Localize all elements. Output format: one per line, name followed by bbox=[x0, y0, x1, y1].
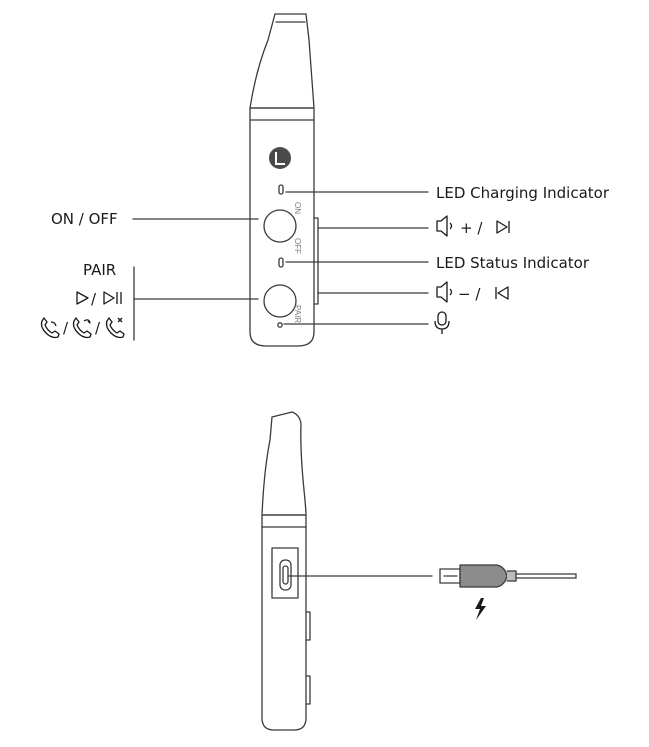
previous-track-icon bbox=[496, 287, 508, 299]
pair-button[interactable] bbox=[264, 285, 296, 317]
micro-usb-port bbox=[280, 560, 291, 590]
play-pause-icon bbox=[104, 292, 121, 304]
logo-l-icon bbox=[269, 147, 291, 169]
on-label: ON bbox=[293, 202, 302, 214]
device-front bbox=[250, 14, 318, 346]
on-off-button[interactable] bbox=[264, 210, 296, 242]
off-label: OFF bbox=[293, 238, 302, 254]
pair-label: PAIR bbox=[83, 261, 117, 279]
microphone-icon bbox=[435, 312, 449, 334]
call-separator-1: / bbox=[63, 319, 69, 337]
play-icon bbox=[77, 292, 88, 304]
side-neck bbox=[262, 412, 306, 515]
speaker-icon bbox=[437, 282, 452, 302]
speaker-icon bbox=[437, 216, 452, 236]
usb-cable-icon bbox=[440, 565, 576, 587]
play-pause-separator: / bbox=[91, 290, 97, 308]
call-separator-2: / bbox=[95, 319, 101, 337]
led-status-dot bbox=[279, 258, 283, 267]
volume-down-label: − / bbox=[458, 285, 481, 303]
volume-up-label: + / bbox=[460, 219, 483, 237]
callout-lines bbox=[133, 192, 428, 340]
reject-call-icon bbox=[107, 318, 125, 338]
lightning-icon bbox=[475, 598, 486, 620]
micro-usb-inner bbox=[283, 566, 288, 584]
led-charging-dot bbox=[279, 185, 283, 194]
answer-call-icon bbox=[42, 318, 60, 338]
device-body bbox=[250, 108, 314, 346]
redial-icon bbox=[74, 318, 92, 338]
pair-device-label: PAIR bbox=[293, 305, 302, 324]
led-status-label: LED Status Indicator bbox=[436, 254, 590, 272]
next-track-icon bbox=[497, 221, 509, 233]
side-body bbox=[262, 515, 306, 730]
led-charging-label: LED Charging Indicator bbox=[436, 184, 609, 202]
mic-hole bbox=[278, 323, 282, 327]
on-off-label: ON / OFF bbox=[51, 210, 118, 228]
device-neck bbox=[250, 14, 314, 108]
device-side bbox=[262, 412, 310, 730]
